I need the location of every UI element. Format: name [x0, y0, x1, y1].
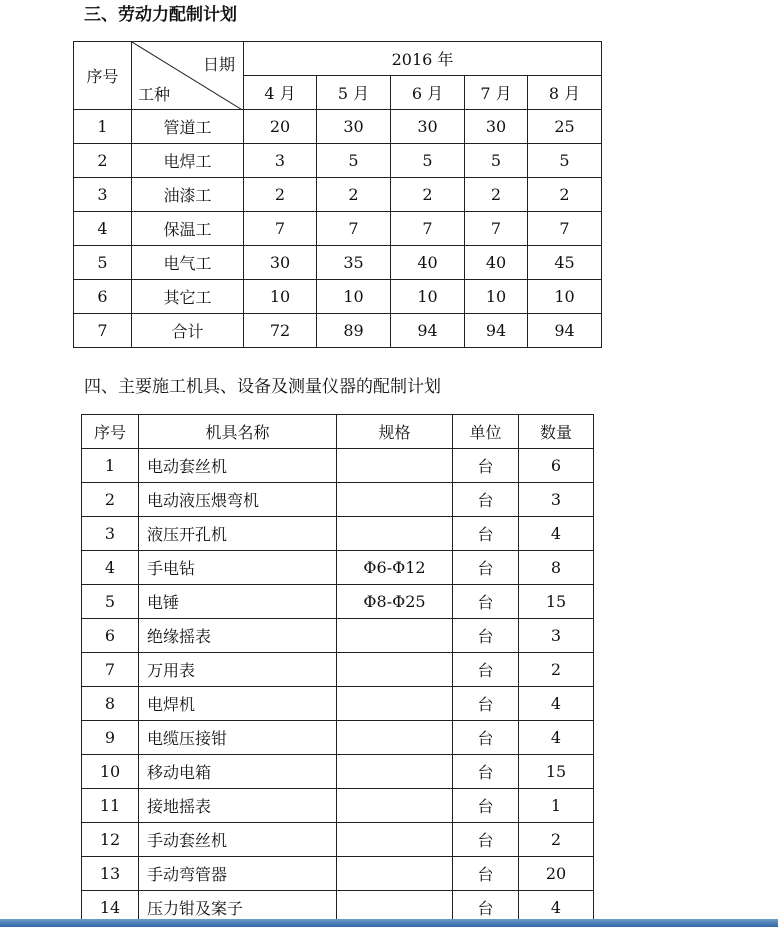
- equip-name-cell: 接地摇表: [139, 789, 337, 823]
- equip-seq-cell: 14: [82, 891, 139, 925]
- labor-type-cell: 油漆工: [132, 178, 244, 212]
- equip-name-cell: 电焊机: [139, 687, 337, 721]
- labor-type-cell: 电焊工: [132, 144, 244, 178]
- labor-value-cell: 94: [391, 314, 465, 348]
- equip-seq-cell: 13: [82, 857, 139, 891]
- labor-value-cell: 10: [244, 280, 317, 314]
- equip-unit-cell: 台: [453, 653, 519, 687]
- equip-row: [82, 789, 594, 823]
- equip-spec-cell: [337, 789, 453, 823]
- labor-type-cell: 保温工: [132, 212, 244, 246]
- equip-spec-cell: [337, 483, 453, 517]
- equip-qty-cell: 6: [519, 449, 594, 483]
- equip-unit-cell: 台: [453, 449, 519, 483]
- equip-header-cell: 机具名称: [139, 415, 337, 449]
- labor-value-cell: 30: [391, 110, 465, 144]
- equip-unit-cell: 台: [453, 517, 519, 551]
- equip-spec-cell: [337, 721, 453, 755]
- equip-unit-cell: 台: [453, 483, 519, 517]
- equip-row: [82, 653, 594, 687]
- labor-value-cell: 10: [528, 280, 602, 314]
- equip-qty-cell: 3: [519, 483, 594, 517]
- labor-value-cell: 7: [244, 212, 317, 246]
- labor-seq-cell: 6: [74, 280, 132, 314]
- equip-unit-cell: 台: [453, 755, 519, 789]
- equip-spec-cell: [337, 823, 453, 857]
- equip-qty-cell: 4: [519, 517, 594, 551]
- equip-name-cell: 绝缘摇表: [139, 619, 337, 653]
- equipment-plan-table: [81, 414, 594, 925]
- labor-value-cell: 7: [391, 212, 465, 246]
- labor-seq-cell: 4: [74, 212, 132, 246]
- equip-spec-cell: [337, 687, 453, 721]
- equip-name-cell: 电动套丝机: [139, 449, 337, 483]
- equip-unit-cell: 台: [453, 687, 519, 721]
- equip-row: [82, 755, 594, 789]
- equip-seq-cell: 5: [82, 585, 139, 619]
- labor-year-header: 2016 年: [244, 42, 602, 76]
- equip-spec-cell: [337, 517, 453, 551]
- equip-name-cell: 手动套丝机: [139, 823, 337, 857]
- labor-type-cell: 管道工: [132, 110, 244, 144]
- section-4-title: 四、主要施工机具、设备及测量仪器的配制计划: [84, 377, 441, 397]
- equip-row: [82, 721, 594, 755]
- equip-row: [82, 585, 594, 619]
- equip-row: [82, 619, 594, 653]
- labor-value-cell: 45: [528, 246, 602, 280]
- equip-seq-cell: 1: [82, 449, 139, 483]
- month-header: 7 月: [465, 76, 528, 110]
- equip-unit-cell: 台: [453, 721, 519, 755]
- equip-unit-cell: 台: [453, 585, 519, 619]
- labor-value-cell: 94: [528, 314, 602, 348]
- equip-header-cell: 序号: [82, 415, 139, 449]
- labor-header-row-1: [74, 42, 602, 76]
- equip-unit-cell: 台: [453, 857, 519, 891]
- equip-row: [82, 517, 594, 551]
- equip-header-cell: 单位: [453, 415, 519, 449]
- equip-seq-cell: 8: [82, 687, 139, 721]
- labor-value-cell: 2: [391, 178, 465, 212]
- labor-row: [74, 212, 602, 246]
- labor-seq-cell: 1: [74, 110, 132, 144]
- labor-diagonal-header: [132, 42, 244, 110]
- equip-qty-cell: 8: [519, 551, 594, 585]
- equip-name-cell: 移动电箱: [139, 755, 337, 789]
- labor-seq-cell: 3: [74, 178, 132, 212]
- labor-plan-table: [73, 41, 602, 348]
- equip-spec-cell: [337, 857, 453, 891]
- labor-value-cell: 10: [391, 280, 465, 314]
- equip-unit-cell: 台: [453, 823, 519, 857]
- month-header: 5 月: [317, 76, 391, 110]
- labor-seq-cell: 2: [74, 144, 132, 178]
- equip-seq-cell: 4: [82, 551, 139, 585]
- equip-seq-cell: 7: [82, 653, 139, 687]
- equip-row: [82, 823, 594, 857]
- equip-name-cell: 液压开孔机: [139, 517, 337, 551]
- labor-value-cell: 5: [528, 144, 602, 178]
- labor-value-cell: 2: [244, 178, 317, 212]
- equip-name-cell: 手电钻: [139, 551, 337, 585]
- equip-spec-cell: [337, 619, 453, 653]
- equip-row: [82, 551, 594, 585]
- labor-value-cell: 10: [465, 280, 528, 314]
- equip-seq-cell: 9: [82, 721, 139, 755]
- labor-row: [74, 110, 602, 144]
- equip-unit-cell: 台: [453, 551, 519, 585]
- equip-qty-cell: 3: [519, 619, 594, 653]
- labor-type-cell: 合计: [132, 314, 244, 348]
- labor-value-cell: 10: [317, 280, 391, 314]
- equip-seq-cell: 10: [82, 755, 139, 789]
- labor-row: [74, 246, 602, 280]
- equip-name-cell: 电缆压接钳: [139, 721, 337, 755]
- equip-name-cell: 万用表: [139, 653, 337, 687]
- labor-value-cell: 40: [391, 246, 465, 280]
- equip-name-cell: 电动液压煨弯机: [139, 483, 337, 517]
- labor-row: [74, 178, 602, 212]
- labor-value-cell: 5: [465, 144, 528, 178]
- equip-header-cell: 数量: [519, 415, 594, 449]
- equip-spec-cell: Φ6-Φ12: [337, 551, 453, 585]
- labor-row: [74, 314, 602, 348]
- labor-value-cell: 5: [317, 144, 391, 178]
- labor-value-cell: 40: [465, 246, 528, 280]
- equip-name-cell: 手动弯管器: [139, 857, 337, 891]
- equip-qty-cell: 1: [519, 789, 594, 823]
- diag-label-date: 日期: [202, 55, 235, 74]
- equip-name-cell: 电锤: [139, 585, 337, 619]
- labor-type-cell: 电气工: [132, 246, 244, 280]
- section-3-title: 三、劳动力配制计划: [84, 5, 237, 25]
- equip-spec-cell: [337, 755, 453, 789]
- month-header: 8 月: [528, 76, 602, 110]
- labor-value-cell: 3: [244, 144, 317, 178]
- equip-qty-cell: 2: [519, 823, 594, 857]
- labor-value-cell: 25: [528, 110, 602, 144]
- equip-row: [82, 687, 594, 721]
- equip-row: [82, 857, 594, 891]
- window-bottom-bar: [0, 919, 778, 927]
- equip-qty-cell: 4: [519, 721, 594, 755]
- equip-row: [82, 449, 594, 483]
- labor-row: [74, 144, 602, 178]
- labor-value-cell: 30: [317, 110, 391, 144]
- labor-value-cell: 30: [244, 246, 317, 280]
- month-header: 6 月: [391, 76, 465, 110]
- equip-unit-cell: 台: [453, 789, 519, 823]
- equip-seq-cell: 12: [82, 823, 139, 857]
- equip-unit-cell: 台: [453, 891, 519, 925]
- labor-value-cell: 94: [465, 314, 528, 348]
- labor-value-cell: 35: [317, 246, 391, 280]
- equip-header-cell: 规格: [337, 415, 453, 449]
- equip-seq-cell: 6: [82, 619, 139, 653]
- equip-qty-cell: 2: [519, 653, 594, 687]
- equip-unit-cell: 台: [453, 619, 519, 653]
- equip-spec-cell: [337, 449, 453, 483]
- diag-label-type: 工种: [138, 85, 171, 104]
- equip-seq-cell: 2: [82, 483, 139, 517]
- month-header: 4 月: [244, 76, 317, 110]
- equip-qty-cell: 15: [519, 585, 594, 619]
- equip-name-cell: 压力钳及案子: [139, 891, 337, 925]
- labor-seq-cell: 7: [74, 314, 132, 348]
- equip-spec-cell: Φ8-Φ25: [337, 585, 453, 619]
- labor-value-cell: 89: [317, 314, 391, 348]
- labor-type-cell: 其它工: [132, 280, 244, 314]
- labor-row: [74, 280, 602, 314]
- equip-seq-cell: 3: [82, 517, 139, 551]
- labor-value-cell: 2: [528, 178, 602, 212]
- labor-seq-cell: 5: [74, 246, 132, 280]
- labor-value-cell: 7: [465, 212, 528, 246]
- equip-qty-cell: 4: [519, 891, 594, 925]
- labor-value-cell: 2: [465, 178, 528, 212]
- labor-value-cell: 72: [244, 314, 317, 348]
- labor-value-cell: 20: [244, 110, 317, 144]
- labor-value-cell: 5: [391, 144, 465, 178]
- labor-value-cell: 30: [465, 110, 528, 144]
- labor-value-cell: 7: [317, 212, 391, 246]
- equip-qty-cell: 15: [519, 755, 594, 789]
- equip-qty-cell: 20: [519, 857, 594, 891]
- equip-header-row: [82, 415, 594, 449]
- labor-value-cell: 2: [317, 178, 391, 212]
- equip-seq-cell: 11: [82, 789, 139, 823]
- equip-row: [82, 483, 594, 517]
- labor-seq-header: 序号: [74, 42, 132, 110]
- labor-value-cell: 7: [528, 212, 602, 246]
- equip-spec-cell: [337, 653, 453, 687]
- equip-qty-cell: 4: [519, 687, 594, 721]
